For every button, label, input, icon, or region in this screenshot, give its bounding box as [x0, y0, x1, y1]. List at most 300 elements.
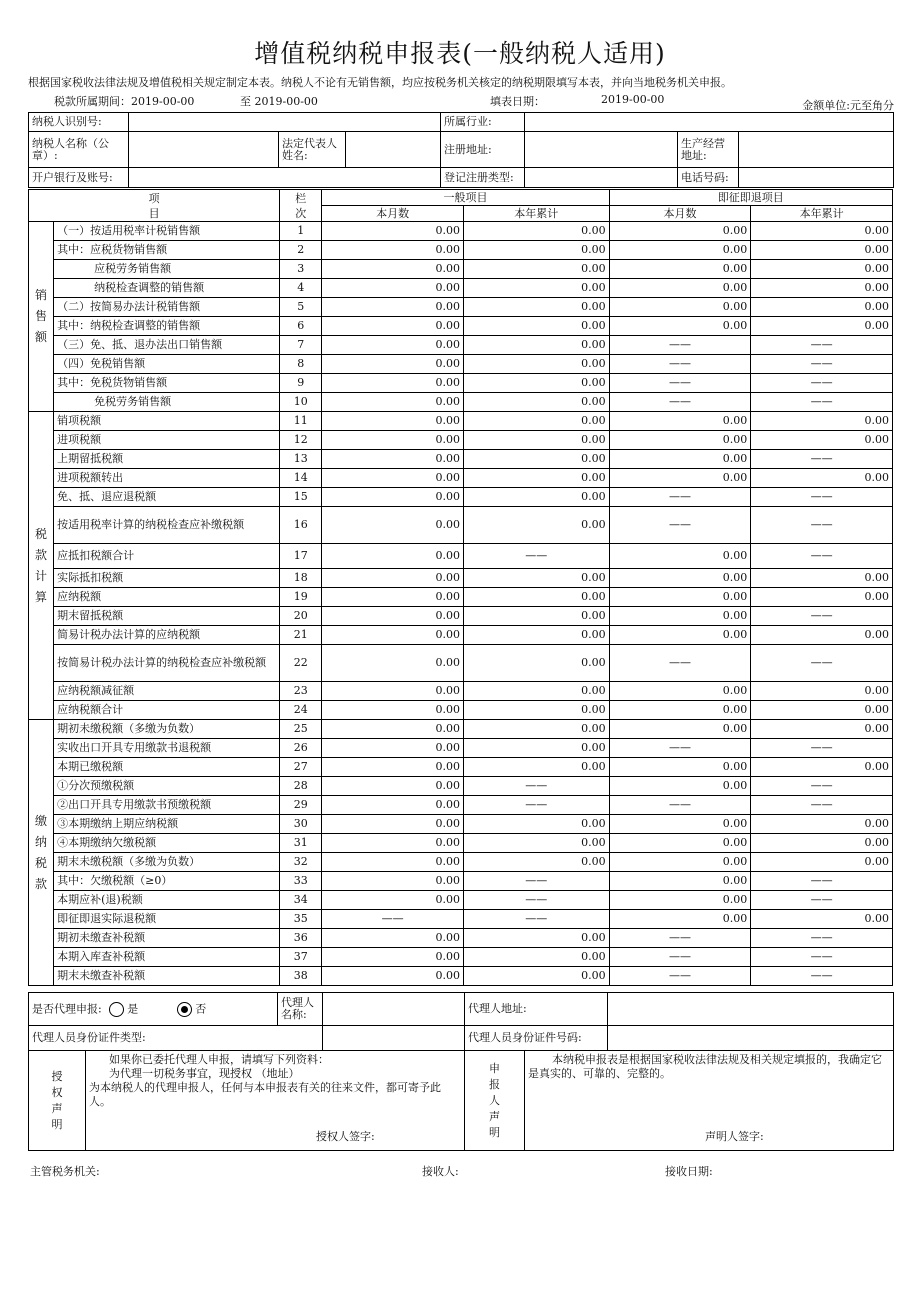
table-row [29, 544, 893, 569]
auth-statement [86, 1051, 465, 1151]
refund-year-cell[interactable]: 0.00 [751, 279, 893, 298]
row-item-label: 应纳税额合计 [54, 701, 280, 720]
general-year-cell[interactable]: 0.00 [463, 469, 609, 488]
general-month-cell[interactable]: 0.00 [322, 815, 464, 834]
row-number: 7 [280, 336, 322, 355]
row-number: 31 [280, 834, 322, 853]
row-number: 16 [280, 507, 322, 544]
refund-month-cell: —— [609, 948, 751, 967]
general-month-cell[interactable]: 0.00 [322, 469, 464, 488]
row-number: 3 [280, 260, 322, 279]
proxy-no-radio[interactable] [177, 1002, 192, 1017]
general-year-cell[interactable]: 0.00 [463, 588, 609, 607]
table-row [29, 298, 893, 317]
decl-label: 申 报 人 声 明 [465, 1051, 525, 1151]
row-item-label: （二）按简易办法计税销售额 [54, 298, 280, 317]
decl-sign-label: 声明人签字: [705, 1130, 764, 1143]
table-row [29, 948, 893, 967]
refund-year-cell: —— [751, 607, 893, 626]
refund-year-cell: —— [751, 374, 893, 393]
row-number: 19 [280, 588, 322, 607]
auth-line-1: 如果你已委托代理人申报，请填写下列资料： [109, 1053, 329, 1066]
general-month-cell[interactable]: 0.00 [322, 872, 464, 891]
general-year-cell: —— [463, 891, 609, 910]
id-type-field[interactable] [323, 1026, 465, 1051]
row-item-label: 进项税额转出 [54, 469, 280, 488]
refund-month-cell[interactable]: 0.00 [609, 222, 751, 241]
id-type-label: 代理人员身份证件类型: [29, 1026, 323, 1051]
legal-rep-field[interactable] [346, 132, 441, 168]
row-number: 1 [280, 222, 322, 241]
taxpayer-info-table [28, 112, 894, 188]
col-header: 栏 次 [280, 190, 322, 222]
general-month-cell[interactable]: 0.00 [322, 588, 464, 607]
refund-year-cell[interactable]: 0.00 [751, 222, 893, 241]
general-month-cell[interactable]: 0.00 [322, 853, 464, 872]
general-year-cell[interactable]: 0.00 [463, 336, 609, 355]
table-row [29, 720, 893, 739]
general-year-cell: —— [463, 777, 609, 796]
row-number: 27 [280, 758, 322, 777]
reg-address-field[interactable] [525, 132, 678, 168]
refund-month-cell[interactable]: 0.00 [609, 569, 751, 588]
refund-month-cell[interactable]: 0.00 [609, 544, 751, 569]
refund-month-cell: —— [609, 507, 751, 544]
refund-year-cell[interactable]: 0.00 [751, 241, 893, 260]
general-year-cell[interactable]: 0.00 [463, 967, 609, 986]
table-row [29, 355, 893, 374]
general-month-cell[interactable]: 0.00 [322, 412, 464, 431]
table-row [29, 607, 893, 626]
general-year-cell[interactable]: 0.00 [463, 815, 609, 834]
general-year-cell[interactable]: 0.00 [463, 355, 609, 374]
refund-year-cell: —— [751, 891, 893, 910]
table-row [29, 222, 893, 241]
general-month-cell[interactable]: 0.00 [322, 682, 464, 701]
row-item-label: （一）按适用税率计税销售额 [54, 222, 280, 241]
table-row [29, 796, 893, 815]
amount-unit: 金额单位:元至角分 [802, 99, 894, 112]
declaration-table [28, 189, 893, 986]
footer [28, 1163, 894, 1179]
table-row [29, 412, 893, 431]
row-item-label: 进项税额 [54, 431, 280, 450]
general-month-cell[interactable]: 0.00 [322, 298, 464, 317]
refund-month-cell[interactable]: 0.00 [609, 431, 751, 450]
table-row [29, 891, 893, 910]
legal-rep-label: 法定代表人姓名: [279, 132, 346, 168]
general-year-cell[interactable]: 0.00 [463, 393, 609, 412]
row-item-label: 期末留抵税额 [54, 607, 280, 626]
decl-text: 本纳税申报表是根据国家税收法律法规及相关规定填报的，我确定它是真实的、可靠的、完整的。 [528, 1053, 882, 1080]
refund-year-cell[interactable]: 0.00 [751, 720, 893, 739]
row-item-label: 应纳税额减征额 [54, 682, 280, 701]
table-row [29, 336, 893, 355]
row-number: 5 [280, 298, 322, 317]
reg-type-field[interactable] [525, 168, 678, 188]
general-month-cell[interactable]: 0.00 [322, 544, 464, 569]
row-item-label: 简易计税办法计算的应纳税额 [54, 626, 280, 645]
general-year-cell[interactable]: 0.00 [463, 682, 609, 701]
general-year-cell[interactable]: 0.00 [463, 279, 609, 298]
general-year-cell[interactable]: 0.00 [463, 507, 609, 544]
table-row [29, 588, 893, 607]
general-month-cell[interactable]: 0.00 [322, 488, 464, 507]
row-number: 14 [280, 469, 322, 488]
agent-name-field[interactable] [323, 993, 465, 1026]
refund-year-cell[interactable]: 0.00 [751, 412, 893, 431]
phone-label: 电话号码: [678, 168, 739, 188]
refund-month-cell[interactable]: 0.00 [609, 607, 751, 626]
table-row [29, 569, 893, 588]
proxy-yes-label: 是 [127, 1002, 139, 1015]
general-month-cell[interactable]: 0.00 [322, 758, 464, 777]
table-row [29, 469, 893, 488]
table-row [29, 872, 893, 891]
refund-month-cell[interactable]: 0.00 [609, 853, 751, 872]
general-year-cell[interactable]: 0.00 [463, 260, 609, 279]
row-number: 38 [280, 967, 322, 986]
general-month-cell[interactable]: 0.00 [322, 834, 464, 853]
refund-year-cell: —— [751, 507, 893, 544]
general-year-cell[interactable]: 0.00 [463, 569, 609, 588]
row-number: 15 [280, 488, 322, 507]
refund-year-cell[interactable]: 0.00 [751, 317, 893, 336]
agent-name-label: 代理人名称: [278, 993, 323, 1026]
refund-month-cell[interactable]: 0.00 [609, 758, 751, 777]
refund-year-cell: —— [751, 544, 893, 569]
general-year-cell[interactable]: 0.00 [463, 317, 609, 336]
table-row [29, 777, 893, 796]
fill-date: 2019-00-00 [601, 93, 665, 106]
row-number: 2 [280, 241, 322, 260]
general-month-header: 本月数 [322, 206, 464, 222]
general-month-cell[interactable]: 0.00 [322, 626, 464, 645]
general-month-cell[interactable]: 0.00 [322, 222, 464, 241]
row-item-label: 免、抵、退应退税额 [54, 488, 280, 507]
general-year-cell[interactable]: 0.00 [463, 929, 609, 948]
refund-year-header: 本年累计 [751, 206, 893, 222]
section-label: 税 款 计 算 [29, 412, 54, 720]
general-year-cell[interactable]: 0.00 [463, 298, 609, 317]
row-item-label: 其中：应税货物销售额 [54, 241, 280, 260]
row-item-label: 本期入库查补税额 [54, 948, 280, 967]
refund-month-cell: —— [609, 796, 751, 815]
taxpayer-name-field[interactable] [129, 132, 279, 168]
refund-month-cell[interactable]: 0.00 [609, 834, 751, 853]
general-year-cell[interactable]: 0.00 [463, 758, 609, 777]
refund-month-cell: —— [609, 645, 751, 682]
taxpayer-id-field[interactable] [129, 113, 441, 132]
refund-month-cell[interactable]: 0.00 [609, 450, 751, 469]
section-label: 缴 纳 税 款 [29, 720, 54, 986]
refund-month-cell[interactable]: 0.00 [609, 241, 751, 260]
biz-address-label: 生产经营地址: [678, 132, 739, 168]
row-number: 32 [280, 853, 322, 872]
row-item-label: 期初未缴税额（多缴为负数） [54, 720, 280, 739]
taxpayer-id-label: 纳税人识别号: [29, 113, 129, 132]
refund-month-cell[interactable]: 0.00 [609, 682, 751, 701]
refund-month-cell[interactable]: 0.00 [609, 910, 751, 929]
general-year-cell[interactable]: 0.00 [463, 222, 609, 241]
row-number: 11 [280, 412, 322, 431]
general-year-cell: —— [463, 796, 609, 815]
proxy-no-label: 否 [195, 1002, 207, 1015]
row-number: 10 [280, 393, 322, 412]
table-row [29, 450, 893, 469]
refund-month-cell: —— [609, 393, 751, 412]
row-number: 20 [280, 607, 322, 626]
refund-year-cell: —— [751, 450, 893, 469]
tax-period-start: 税款所属期间：2019-00-00 [54, 95, 195, 108]
refund-year-cell[interactable]: 0.00 [751, 298, 893, 317]
industry-label: 所属行业: [441, 113, 525, 132]
general-month-cell[interactable]: 0.00 [322, 393, 464, 412]
refund-month-cell: —— [609, 488, 751, 507]
row-item-label: 应税劳务销售额 [54, 260, 280, 279]
row-item-label: 上期留抵税额 [54, 450, 280, 469]
general-month-cell[interactable]: 0.00 [322, 431, 464, 450]
general-year-cell: —— [463, 544, 609, 569]
reg-address-label: 注册地址: [441, 132, 525, 168]
table-row [29, 431, 893, 450]
row-number: 33 [280, 872, 322, 891]
refund-month-cell: —— [609, 374, 751, 393]
refund-month-cell[interactable]: 0.00 [609, 588, 751, 607]
refund-year-cell[interactable]: 0.00 [751, 682, 893, 701]
refund-year-cell[interactable]: 0.00 [751, 260, 893, 279]
row-item-label: 其中：欠缴税额（≥0） [54, 872, 280, 891]
general-year-cell[interactable]: 0.00 [463, 645, 609, 682]
refund-year-cell: —— [751, 393, 893, 412]
general-year-cell[interactable]: 0.00 [463, 431, 609, 450]
row-number: 22 [280, 645, 322, 682]
table-row [29, 279, 893, 298]
refund-month-header: 本月数 [609, 206, 751, 222]
tax-period-end: 至 2019-00-00 [240, 95, 318, 108]
refund-month-cell[interactable]: 0.00 [609, 298, 751, 317]
table-row [29, 260, 893, 279]
row-number: 29 [280, 796, 322, 815]
phone-field[interactable] [739, 168, 894, 188]
refund-month-cell[interactable]: 0.00 [609, 815, 751, 834]
general-year-cell[interactable]: 0.00 [463, 739, 609, 758]
table-row [29, 834, 893, 853]
general-month-cell[interactable]: 0.00 [322, 929, 464, 948]
refund-year-cell[interactable]: 0.00 [751, 626, 893, 645]
auth-label: 授 权 声 明 [29, 1051, 86, 1151]
row-item-label: ④本期缴纳欠缴税额 [54, 834, 280, 853]
agent-address-label: 代理人地址: [465, 993, 608, 1026]
refund-month-cell[interactable]: 0.00 [609, 260, 751, 279]
row-number: 9 [280, 374, 322, 393]
general-month-cell[interactable]: 0.00 [322, 967, 464, 986]
general-month-cell[interactable]: 0.00 [322, 450, 464, 469]
refund-year-cell[interactable]: 0.00 [751, 910, 893, 929]
table-row [29, 815, 893, 834]
refund-month-cell: —— [609, 355, 751, 374]
refund-month-cell[interactable]: 0.00 [609, 701, 751, 720]
general-year-cell[interactable]: 0.00 [463, 701, 609, 720]
row-number: 34 [280, 891, 322, 910]
row-number: 23 [280, 682, 322, 701]
receive-date-label: 接收日期: [665, 1165, 713, 1178]
general-month-cell[interactable]: 0.00 [322, 948, 464, 967]
row-item-label: 纳税检查调整的销售额 [54, 279, 280, 298]
table-row [29, 317, 893, 336]
agent-section [28, 992, 894, 1151]
biz-address-field[interactable] [739, 132, 894, 168]
general-month-cell[interactable]: 0.00 [322, 317, 464, 336]
row-number: 36 [280, 929, 322, 948]
refund-year-cell[interactable]: 0.00 [751, 431, 893, 450]
row-number: 17 [280, 544, 322, 569]
general-month-cell[interactable]: 0.00 [322, 739, 464, 758]
general-month-cell[interactable]: 0.00 [322, 374, 464, 393]
general-month-cell[interactable]: 0.00 [322, 607, 464, 626]
refund-year-cell[interactable]: 0.00 [751, 853, 893, 872]
row-item-label: ①分次预缴税额 [54, 777, 280, 796]
agent-address-field[interactable] [608, 993, 894, 1026]
refund-header: 即征即退项目 [609, 190, 892, 206]
table-row [29, 739, 893, 758]
row-number: 26 [280, 739, 322, 758]
refund-year-cell[interactable]: 0.00 [751, 758, 893, 777]
general-year-cell[interactable]: 0.00 [463, 853, 609, 872]
table-row [29, 758, 893, 777]
row-number: 13 [280, 450, 322, 469]
industry-field[interactable] [525, 113, 894, 132]
general-month-cell[interactable]: 0.00 [322, 720, 464, 739]
general-year-cell[interactable]: 0.00 [463, 374, 609, 393]
general-month-cell[interactable]: 0.00 [322, 796, 464, 815]
general-month-cell[interactable]: 0.00 [322, 260, 464, 279]
refund-year-cell[interactable]: 0.00 [751, 834, 893, 853]
row-number: 18 [280, 569, 322, 588]
row-number: 28 [280, 777, 322, 796]
general-month-cell[interactable]: 0.00 [322, 336, 464, 355]
general-year-cell[interactable]: 0.00 [463, 948, 609, 967]
general-year-cell: —— [463, 910, 609, 929]
table-row [29, 626, 893, 645]
table-row [29, 910, 893, 929]
refund-month-cell[interactable]: 0.00 [609, 279, 751, 298]
general-year-cell[interactable]: 0.00 [463, 720, 609, 739]
row-number: 8 [280, 355, 322, 374]
row-number: 25 [280, 720, 322, 739]
refund-year-cell: —— [751, 777, 893, 796]
general-year-cell[interactable]: 0.00 [463, 241, 609, 260]
general-month-cell[interactable]: 0.00 [322, 777, 464, 796]
general-month-cell[interactable]: 0.00 [322, 891, 464, 910]
refund-year-cell[interactable]: 0.00 [751, 569, 893, 588]
refund-year-cell: —— [751, 948, 893, 967]
form-intro: 根据国家税收法律法规及增值税相关规定制定本表。纳税人不论有无销售额，均应按税务机关核定的纳税期限填写本表，并向当地税务机关申报。 [28, 76, 732, 89]
decl-statement [525, 1051, 894, 1151]
general-month-cell[interactable]: 0.00 [322, 645, 464, 682]
refund-year-cell[interactable]: 0.00 [751, 469, 893, 488]
tax-authority-label: 主管税务机关: [30, 1165, 100, 1178]
proxy-yes-radio[interactable] [109, 1002, 124, 1017]
table-row [29, 507, 893, 544]
refund-month-cell[interactable]: 0.00 [609, 720, 751, 739]
general-year-cell[interactable]: 0.00 [463, 450, 609, 469]
refund-month-cell[interactable]: 0.00 [609, 872, 751, 891]
general-year-cell[interactable]: 0.00 [463, 626, 609, 645]
row-number: 12 [280, 431, 322, 450]
refund-year-cell: —— [751, 967, 893, 986]
table-row [29, 241, 893, 260]
table-row [29, 967, 893, 986]
refund-month-cell[interactable]: 0.00 [609, 777, 751, 796]
auth-line-3: 为本纳税人的代理申报人，任何与本申报表有关的往来文件，都可寄予此人。 [89, 1081, 441, 1108]
refund-month-cell: —— [609, 739, 751, 758]
row-item-label: 其中：免税货物销售额 [54, 374, 280, 393]
id-number-field[interactable] [608, 1026, 894, 1051]
refund-month-cell[interactable]: 0.00 [609, 412, 751, 431]
row-item-label: 应纳税额 [54, 588, 280, 607]
refund-year-cell: —— [751, 739, 893, 758]
refund-year-cell[interactable]: 0.00 [751, 701, 893, 720]
row-number: 24 [280, 701, 322, 720]
table-row [29, 645, 893, 682]
general-year-cell[interactable]: 0.00 [463, 412, 609, 431]
refund-year-cell: —— [751, 796, 893, 815]
receiver-label: 接收人: [422, 1165, 459, 1178]
general-month-cell[interactable]: 0.00 [322, 701, 464, 720]
general-month-cell[interactable]: 0.00 [322, 507, 464, 544]
general-month-cell[interactable]: 0.00 [322, 279, 464, 298]
general-year-cell[interactable]: 0.00 [463, 488, 609, 507]
refund-year-cell[interactable]: 0.00 [751, 588, 893, 607]
row-item-label: 销项税额 [54, 412, 280, 431]
refund-month-cell: —— [609, 929, 751, 948]
row-item-label: ②出口开具专用缴款书预缴税额 [54, 796, 280, 815]
general-year-header: 本年累计 [463, 206, 609, 222]
refund-month-cell[interactable]: 0.00 [609, 317, 751, 336]
general-year-cell[interactable]: 0.00 [463, 834, 609, 853]
refund-month-cell[interactable]: 0.00 [609, 626, 751, 645]
table-row [29, 488, 893, 507]
refund-year-cell: —— [751, 488, 893, 507]
reg-type-label: 登记注册类型: [441, 168, 525, 188]
refund-year-cell: —— [751, 355, 893, 374]
row-item-label: 期末未缴查补税额 [54, 967, 280, 986]
refund-month-cell[interactable]: 0.00 [609, 891, 751, 910]
table-row [29, 393, 893, 412]
row-item-label: 按适用税率计算的纳税检查应补缴税额 [54, 507, 280, 544]
general-month-cell[interactable]: 0.00 [322, 355, 464, 374]
general-month-cell: —— [322, 910, 464, 929]
refund-year-cell[interactable]: 0.00 [751, 815, 893, 834]
row-item-label: （三）免、抵、退办法出口销售额 [54, 336, 280, 355]
general-year-cell: —— [463, 872, 609, 891]
row-item-label: 期初未缴查补税额 [54, 929, 280, 948]
refund-year-cell: —— [751, 929, 893, 948]
row-number: 35 [280, 910, 322, 929]
row-number: 21 [280, 626, 322, 645]
refund-month-cell[interactable]: 0.00 [609, 469, 751, 488]
row-item-label: 免税劳务销售额 [54, 393, 280, 412]
row-item-label: 实际抵扣税额 [54, 569, 280, 588]
period-line [28, 93, 894, 112]
row-item-label: 按简易计税办法计算的纳税检查应补缴税额 [54, 645, 280, 682]
general-month-cell[interactable]: 0.00 [322, 241, 464, 260]
refund-month-cell: —— [609, 336, 751, 355]
general-year-cell[interactable]: 0.00 [463, 607, 609, 626]
general-month-cell[interactable]: 0.00 [322, 569, 464, 588]
bank-field[interactable] [129, 168, 441, 188]
